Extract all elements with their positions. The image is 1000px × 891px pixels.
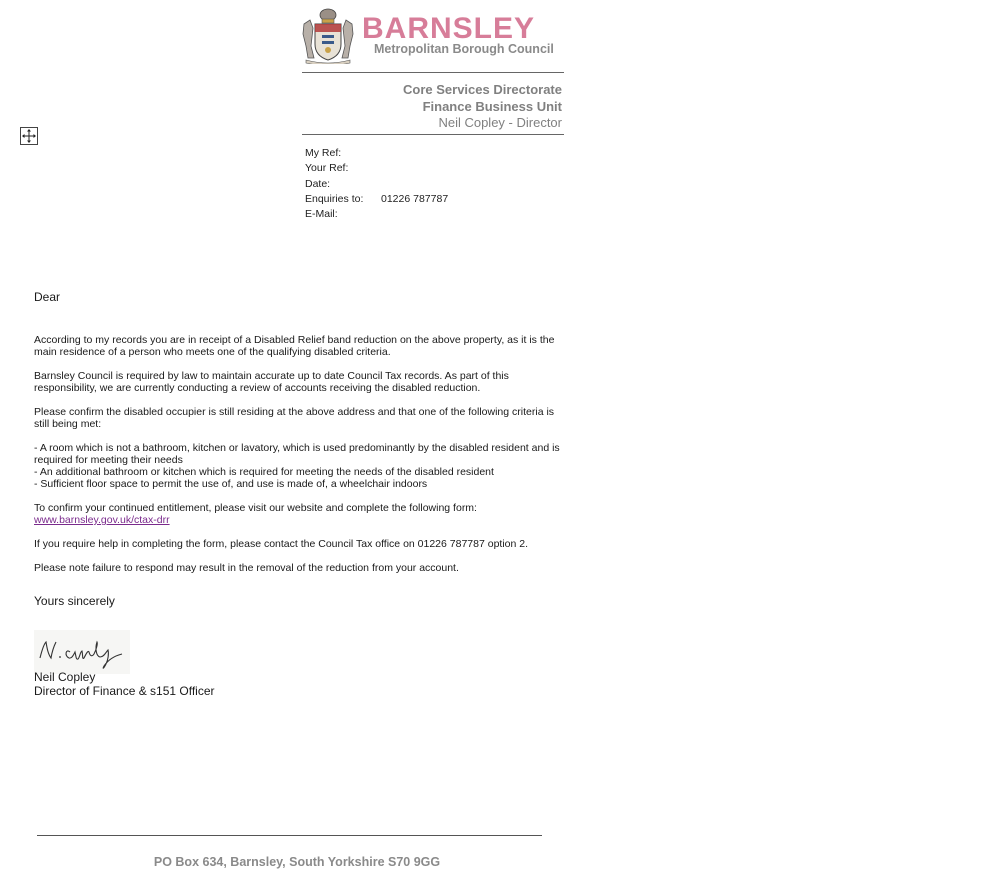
- letter-body: [34, 290, 564, 620]
- paragraph-note: Please note failure to respond may result in the removal of the reduction from your account.: [34, 562, 459, 574]
- paragraph-confirm: Please confirm the disabled occupier is still residing at the above address and that one of the following criteria is still being met:: [34, 406, 555, 430]
- paragraph-website: [34, 502, 564, 526]
- director-line: Neil Copley - Director: [438, 115, 562, 130]
- my-ref-row: [305, 146, 448, 161]
- council-crest-icon: [300, 6, 356, 64]
- reference-block: [305, 146, 448, 222]
- directorate-name: Core Services Directorate: [403, 82, 562, 97]
- paragraph-law: Barnsley Council is required by law to maintain accurate up to date Council Tax records. As part of this responsibility, we are currently conducting a review of accounts receiving the disabled reduction.: [34, 370, 509, 394]
- criteria-item: - A room which is not a bathroom, kitchen or lavatory, which is used predominantly by the disabled resident and is required for meeting their needs: [34, 442, 560, 466]
- brand-subtitle: Metropolitan Borough Council: [374, 42, 554, 56]
- enquiries-label: Enquiries to:: [305, 192, 364, 205]
- my-ref-label: My Ref:: [305, 147, 342, 159]
- header-divider-bottom: [302, 134, 564, 135]
- signature-image: [34, 630, 130, 674]
- criteria-item: - An additional bathroom or kitchen which is required for meeting the needs of the disabled resident: [34, 466, 494, 478]
- email-row: [305, 207, 448, 222]
- your-ref-label: Your Ref:: [305, 162, 349, 175]
- your-ref-row: [305, 161, 448, 176]
- signatory-title: Director of Finance & s151 Officer: [34, 683, 215, 698]
- salutation: Dear: [34, 290, 61, 304]
- form-link[interactable]: www.barnsley.gov.uk/ctax-drr: [34, 514, 170, 526]
- closing: Yours sincerely: [34, 594, 115, 608]
- signatory-name: Neil Copley: [34, 670, 96, 684]
- header-divider-top: [302, 72, 564, 73]
- email-label: E-Mail:: [305, 208, 338, 221]
- date-row: [305, 177, 448, 192]
- paragraph-help: If you require help in completing the form, please contact the Council Tax office on 01226 787787 option 2.: [34, 538, 529, 550]
- signatory-block: [34, 671, 215, 698]
- enquiries-row: [305, 192, 448, 207]
- unit-name: Finance Business Unit: [422, 98, 562, 114]
- website-instruction: To confirm your continued entitlement, please visit our website and complete the following form:: [34, 502, 477, 514]
- paragraph-records: According to my records you are in receipt of a Disabled Relief band reduction on the above property, as it is the main residence of a person who meets one of the qualifying disabled criteria.: [34, 334, 555, 358]
- enquiries-value: 01226 787787: [381, 192, 449, 205]
- criteria-list: [34, 442, 564, 490]
- directorate-block: [302, 82, 562, 132]
- criteria-item: - Sufficient floor space to permit the use of, and use is made of, a wheelchair indoors: [34, 478, 428, 490]
- brand-title: BARNSLEY: [362, 12, 536, 45]
- move-handle-icon[interactable]: [20, 127, 38, 145]
- footer-divider: [37, 835, 542, 836]
- date-label: Date:: [305, 177, 331, 190]
- footer-address: PO Box 634, Barnsley, South Yorkshire S70 9GG: [153, 855, 441, 869]
